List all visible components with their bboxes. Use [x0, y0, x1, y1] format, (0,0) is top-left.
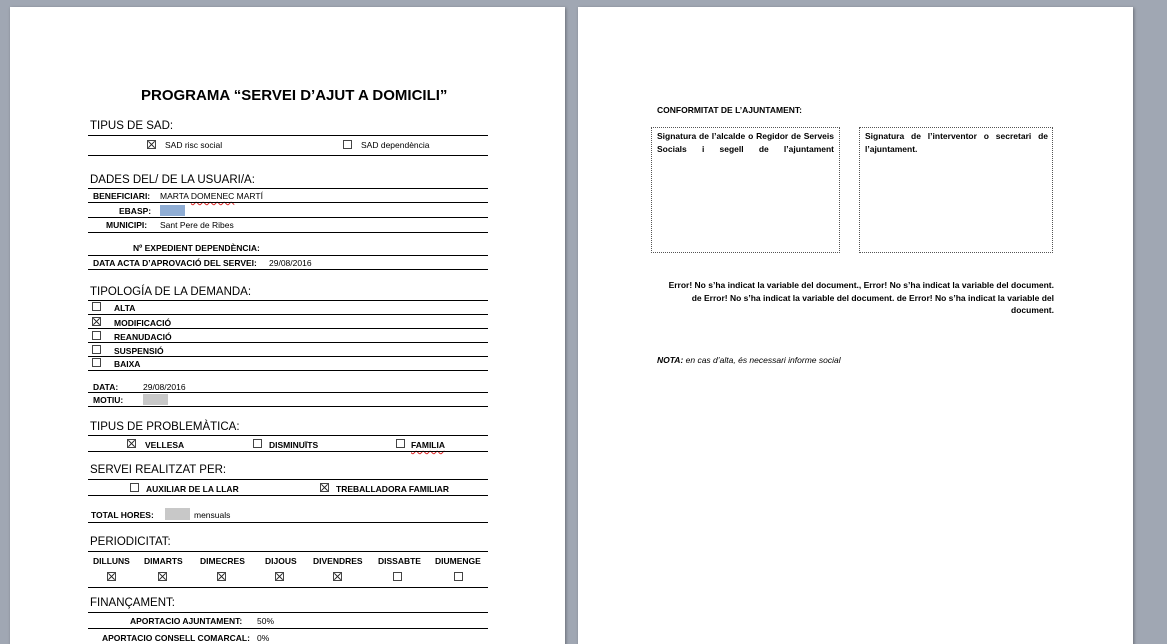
demanda-alta-label: ALTA — [114, 303, 136, 313]
motiu-label: MOTIU: — [93, 395, 124, 405]
expedient-label: Nº EXPEDIENT DEPENDÈNCIA: — [133, 243, 260, 253]
day-dijous-checkbox[interactable] — [275, 572, 284, 581]
total-hores-field[interactable] — [165, 508, 190, 520]
conformitat-heading: CONFORMITAT DE L’AJUNTAMENT: — [657, 105, 802, 115]
aportacio-consell-label: APORTACIO CONSELL COMARCAL: — [102, 633, 250, 643]
data-acta-value: 29/08/2016 — [269, 258, 312, 268]
data-label: DATA: — [93, 382, 119, 392]
sad-risc-social-checkbox[interactable] — [147, 140, 156, 149]
day-diumenge-checkbox[interactable] — [454, 572, 463, 581]
problematica-vellesa-label: VELLESA — [145, 440, 185, 450]
day-dimarts-checkbox[interactable] — [158, 572, 167, 581]
municipi-value: Sant Pere de Ribes — [160, 220, 234, 230]
demanda-baixa-label: BAIXA — [114, 359, 141, 369]
problematica-vellesa-checkbox[interactable] — [127, 439, 136, 448]
demanda-alta-checkbox[interactable] — [92, 302, 101, 311]
page-title: PROGRAMA “SERVEI D’AJUT A DOMICILI” — [141, 87, 448, 104]
demanda-modificacio-label: MODIFICACIÓ — [114, 318, 172, 328]
sad-dependencia-checkbox[interactable] — [343, 140, 352, 149]
tipologia-demanda-heading: TIPOLOGÍA DE LA DEMANDA: — [90, 286, 252, 298]
signatura-alcalde-text: Signatura de l’alcalde o Regidor de Serveis Socials i segell de l’ajuntament — [657, 131, 834, 154]
document-page-1[interactable] — [10, 7, 565, 644]
municipi-label: MUNICIPI: — [106, 220, 148, 230]
day-dimarts-label: DIMARTS — [144, 556, 183, 566]
day-dilluns-label: DILLUNS — [93, 556, 130, 566]
day-dimecres-checkbox[interactable] — [217, 572, 226, 581]
aportacio-consell-value: 0% — [257, 633, 270, 643]
servei-auxiliar-label: AUXILIAR DE LA LLAR — [146, 484, 239, 494]
problematica-disminuits-label: DISMINUÏTS — [269, 440, 319, 450]
demanda-reanudacio-checkbox[interactable] — [92, 331, 101, 340]
day-dijous-label: DIJOUS — [265, 556, 297, 566]
nota-text: NOTA: en cas d’alta, és necessari informe social — [657, 355, 841, 365]
demanda-reanudacio-label: REANUDACIÓ — [114, 332, 172, 342]
sad-risc-social-label: SAD risc social — [165, 140, 223, 150]
day-dimecres-label: DIMECRES — [200, 556, 245, 566]
aportacio-ajuntament-label: APORTACIO AJUNTAMENT: — [130, 616, 243, 626]
ebasp-field[interactable] — [160, 205, 185, 216]
tipus-sad-heading: TIPUS DE SAD: — [90, 120, 174, 132]
day-divendres-checkbox[interactable] — [333, 572, 342, 581]
signatura-interventor-box[interactable] — [859, 127, 1053, 253]
total-hores-unit: mensuals — [194, 510, 231, 520]
day-dilluns-checkbox[interactable] — [107, 572, 116, 581]
dades-usuari-heading: DADES DEL/ DE LA USUARI/A: — [90, 174, 255, 186]
servei-treballadora-checkbox[interactable] — [320, 483, 329, 492]
aportacio-ajuntament-value: 50% — [257, 616, 275, 626]
day-dissabte-checkbox[interactable] — [393, 572, 402, 581]
beneficiari-label: BENEFICIARI: — [93, 191, 151, 201]
sad-dependencia-label: SAD dependència — [361, 140, 430, 150]
day-diumenge-label: DIUMENGE — [435, 556, 481, 566]
problematica-familia-checkbox[interactable] — [396, 439, 405, 448]
demanda-suspensio-checkbox[interactable] — [92, 345, 101, 354]
day-dissabte-label: DISSABTE — [378, 556, 421, 566]
tipus-problematica-heading: TIPUS DE PROBLEMÀTICA: — [90, 421, 240, 433]
data-acta-label: DATA ACTA D’APROVACIÓ DEL SERVEI: — [93, 258, 257, 268]
demanda-baixa-checkbox[interactable] — [92, 358, 101, 367]
day-divendres-label: DIVENDRES — [313, 556, 363, 566]
financament-heading: FINANÇAMENT: — [90, 597, 175, 609]
ebasp-label: EBASP: — [119, 206, 152, 216]
error-variable-text: Error! No s’ha indicat la variable del document., Error! No s’ha indicat la variable del document. de Error! No s’ha indicat la variable del document. de Error! No s’ha indicat la variable del document. — [668, 280, 1054, 315]
beneficiari-value: MARTA DOMENEC MARTÍ — [160, 191, 263, 201]
problematica-familia-label: FAMILIA — [411, 440, 445, 450]
data-value: 29/08/2016 — [143, 382, 186, 392]
problematica-disminuits-checkbox[interactable] — [253, 439, 262, 448]
periodicitat-heading: PERIODICITAT: — [90, 536, 171, 548]
demanda-suspensio-label: SUSPENSIÓ — [114, 346, 164, 356]
document-page-2[interactable] — [578, 7, 1133, 644]
signatura-alcalde-box[interactable] — [651, 127, 840, 253]
servei-realitzat-heading: SERVEI REALITZAT PER: — [90, 464, 227, 476]
servei-treballadora-label: TREBALLADORA FAMILIAR — [336, 484, 450, 494]
signatura-interventor-text: Signatura de l’interventor o secretari de l’ajuntament. — [865, 131, 1048, 154]
demanda-modificacio-checkbox[interactable] — [92, 317, 101, 326]
total-hores-label: TOTAL HORES: — [91, 510, 154, 520]
servei-auxiliar-checkbox[interactable] — [130, 483, 139, 492]
motiu-field[interactable] — [143, 394, 168, 405]
